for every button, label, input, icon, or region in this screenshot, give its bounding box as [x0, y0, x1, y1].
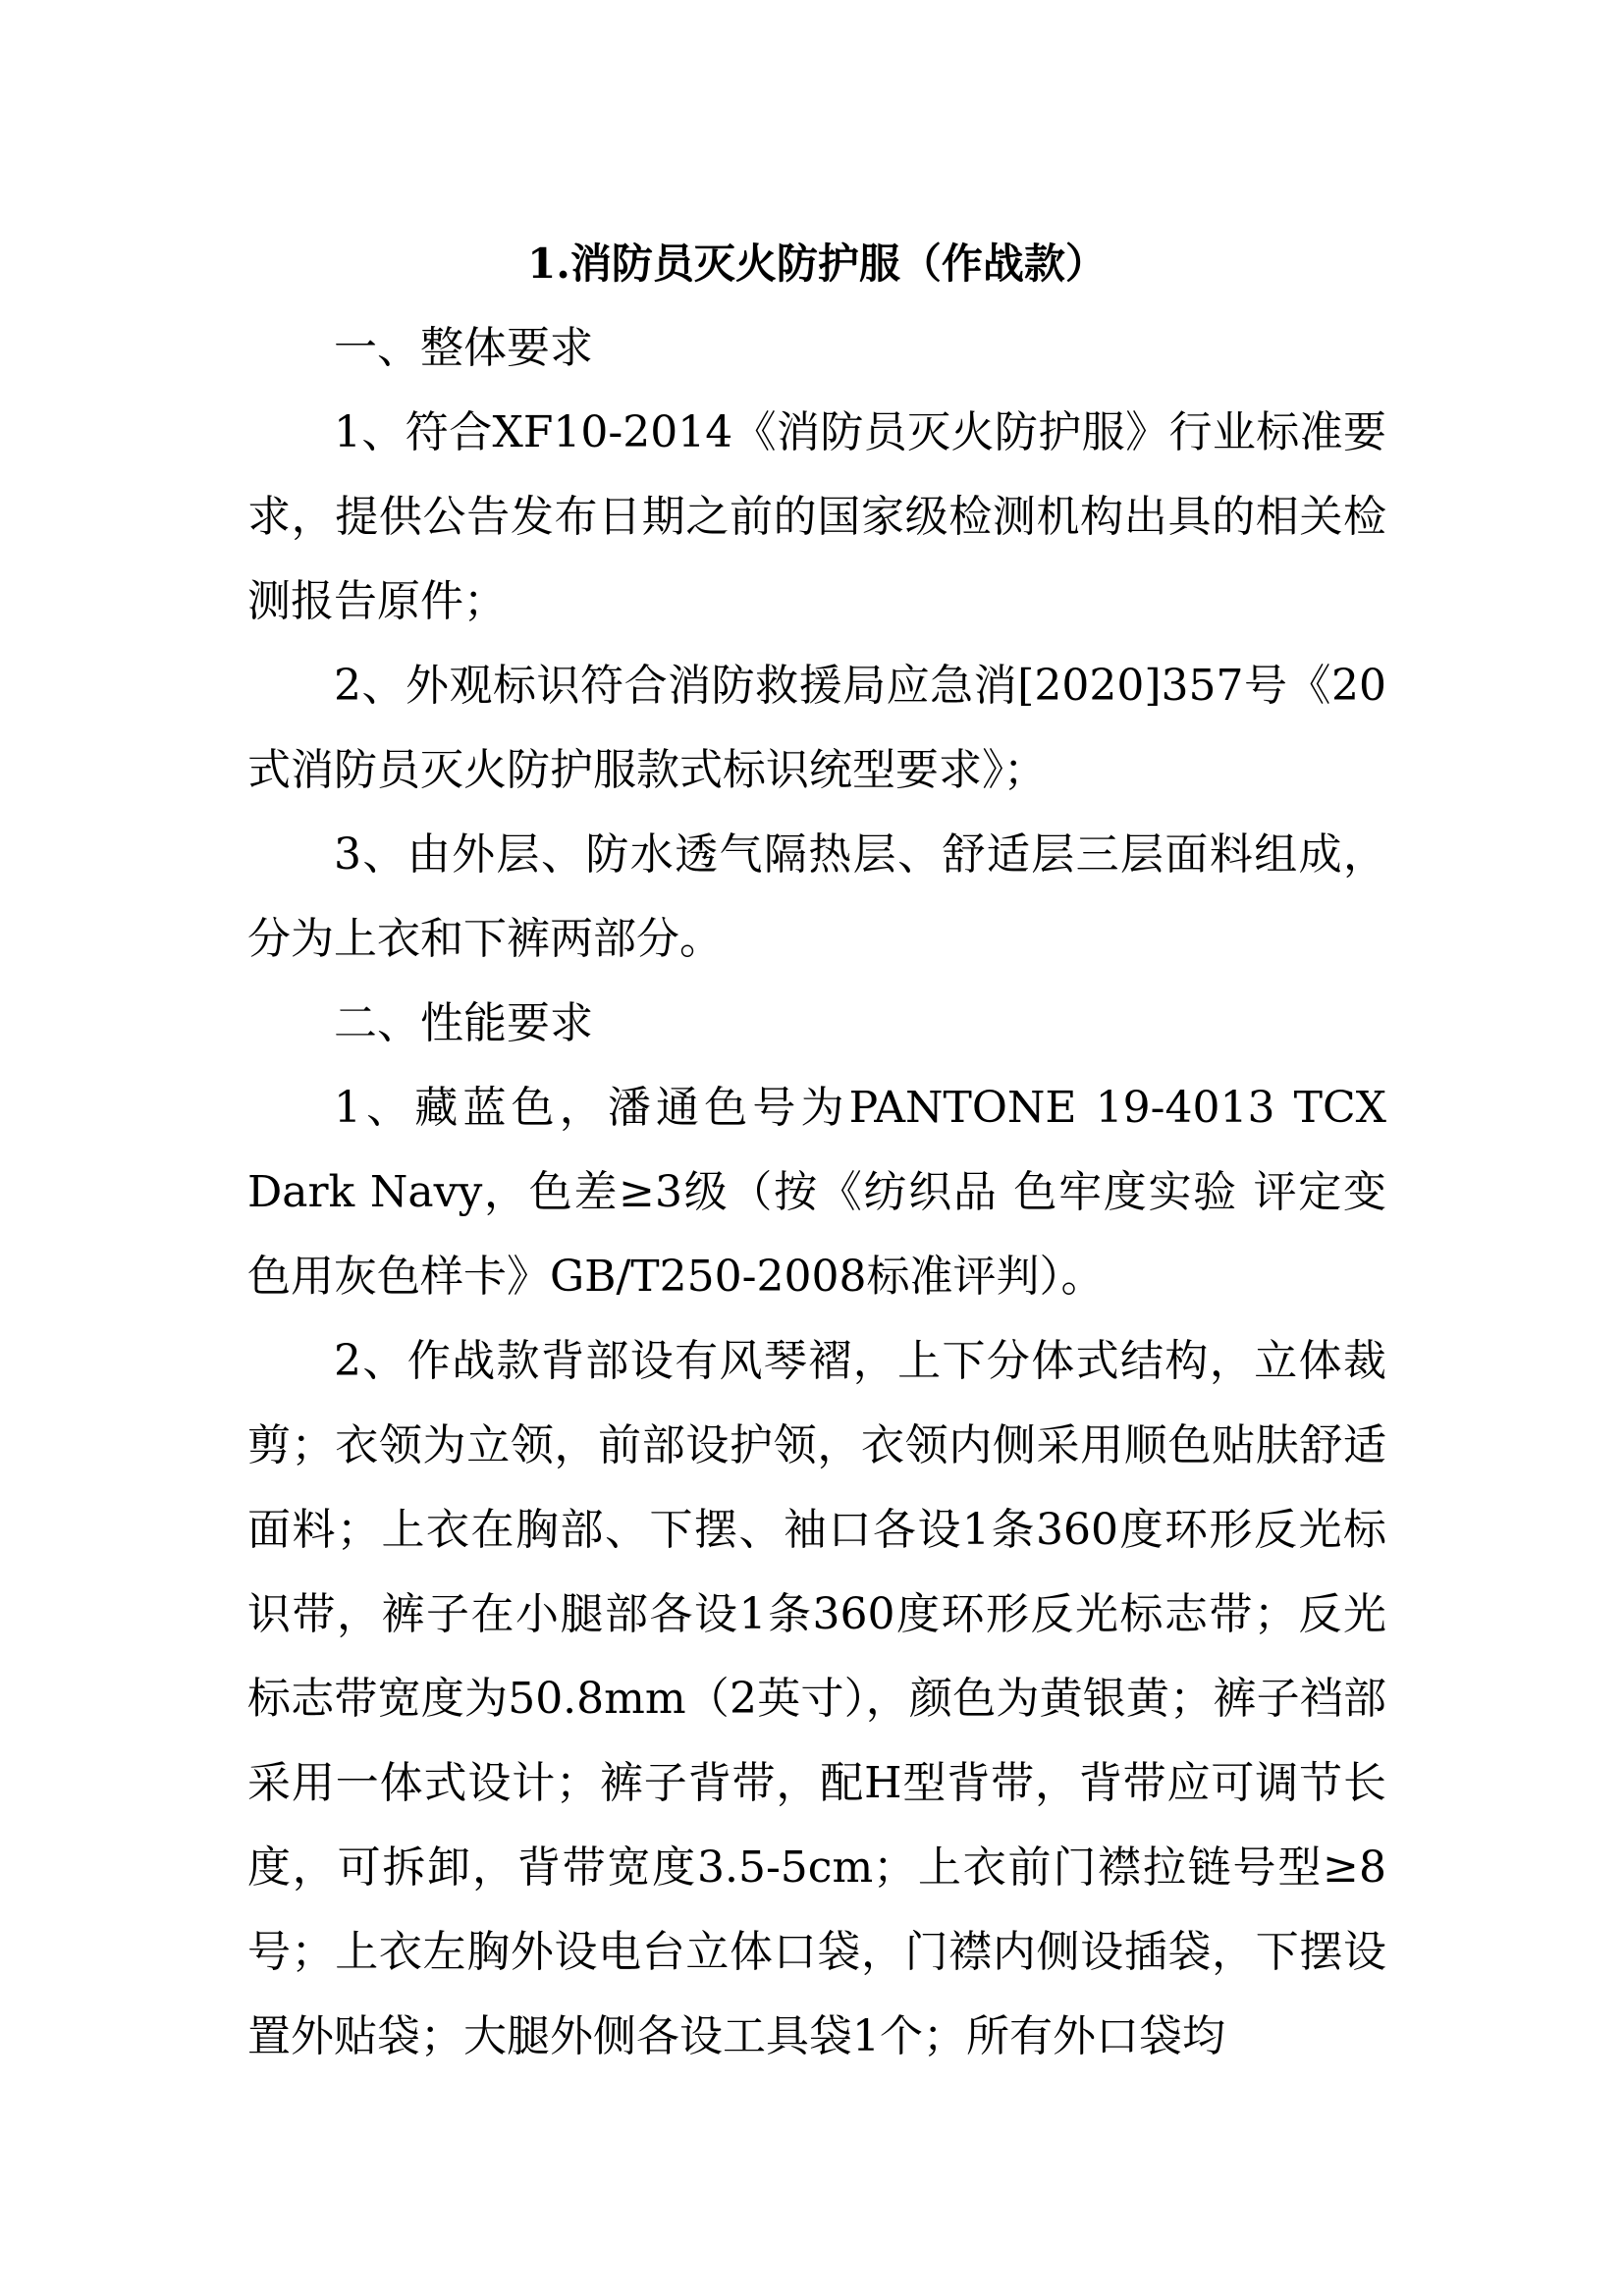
- section-heading-overall: 一、整体要求: [334, 323, 593, 373]
- document-title: 1.消防员灭火防护服（作战款）: [527, 240, 1107, 288]
- document-page: [247, 222, 1386, 2079]
- overall-item-2: 2、外观标识符合消防救援局应急消[2020]357号《20式消防员灭火防护服款式标识统型要求》；: [247, 661, 1386, 795]
- performance-item-1: 1、藏蓝色，潘通色号为PANTONE 19-4013 TCX Dark Navy，色差≥3级（按《纺织品 色牢度实验 评定变色用灰色样卡》GB/T250-2008标准评判）。: [247, 1083, 1386, 1302]
- overall-item-1: 1、符合XF10-2014《消防员灭火防护服》行业标准要求，提供公告发布日期之前的国家级检测机构出具的相关检测报告原件；: [247, 407, 1386, 626]
- section-heading-performance: 二、性能要求: [334, 998, 593, 1048]
- performance-item-2: 2、作战款背部设有风琴褶，上下分体式结构，立体裁剪；衣领为立领，前部设护领，衣领内侧采用顺色贴肤舒适面料；上衣在胸部、下摆、袖口各设1条360度环形反光标识带，裤子在小腿部各设1条360度环形反光标志带；反光标志带宽度为50.8mm（2英寸），颜色为黄银黄；裤子裆部采用一体式设计；裤子背带，配H型背带，背带应可调节长度，可拆卸，背带宽度3.5-5cm；上衣前门襟拉链号型≥8号；上衣左胸外设电台立体口袋，门襟内侧设插袋，下摆设置外贴袋；大腿外侧各设工具袋1个；所有外口袋均: [247, 1336, 1386, 2061]
- overall-item-3: 3、由外层、防水透气隔热层、舒适层三层面料组成，分为上衣和下裤两部分。: [247, 829, 1386, 964]
